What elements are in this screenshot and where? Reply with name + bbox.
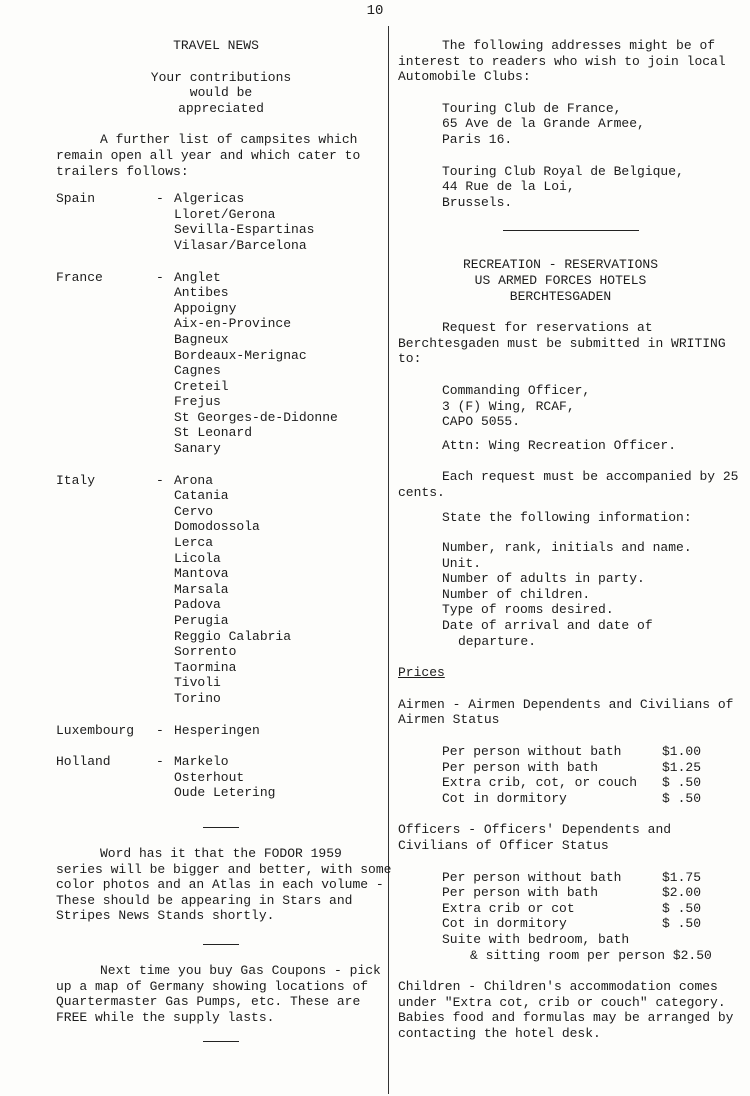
price-row: Extra crib or cot $ .50: [442, 900, 702, 916]
country-holland: Holland - Markelo Osterhout Oude Letering: [56, 754, 386, 801]
officer-address: Commanding Officer, 3 (F) Wing, RCAF, CAPO 5055.: [442, 382, 591, 430]
place: Vilasar/Barcelona: [174, 237, 307, 253]
place: Catania: [174, 488, 229, 504]
place: Osterhout: [174, 769, 245, 785]
info-item: Date of arrival and date of: [442, 618, 653, 634]
place: Lloret/Gerona: [174, 206, 276, 222]
place: Licola: [174, 550, 221, 566]
price-row: Per person without bath $1.00: [442, 744, 702, 759]
recreation-heading: RECREATION - RESERVATIONS US ARMED FORCES HOTELS BERCHTESGADEN: [462, 257, 659, 304]
contrib-line-1: Your contributions: [150, 69, 292, 85]
place: Frejus: [174, 394, 221, 410]
place: Appoigny: [174, 300, 237, 316]
place: Bordeaux-Merignac: [174, 347, 307, 363]
gas-coupons-paragraph: Next time you buy Gas Coupons - pick up a map of Germany showing locations of Quartermaster Gas Pumps, etc. These are FREE while the supply lasts.: [56, 962, 381, 1025]
info-item: Number of adults in party.: [442, 571, 645, 587]
place: Reggio Calabria: [174, 628, 292, 644]
place: Aix-en-Province: [174, 316, 292, 332]
info-item: Unit.: [442, 555, 482, 571]
place: Arona: [174, 472, 214, 488]
suite-line: Suite with bedroom, bath: [442, 931, 630, 947]
travel-news-heading: TRAVEL NEWS: [173, 38, 259, 53]
info-item: Number, rank, initials and name.: [442, 540, 692, 556]
place-list: [174, 270, 386, 457]
price-row: Per person with bath $1.25: [442, 759, 702, 775]
place: Hesperingen: [174, 722, 260, 738]
right-column: [398, 38, 743, 1042]
place: Creteil: [174, 378, 229, 394]
addresses-intro: The following addresses might be of interest to readers who wish to join local Automobile Clubs:: [398, 38, 726, 85]
country-name: France: [56, 269, 103, 285]
place-list: [174, 191, 386, 253]
place: Anglet: [174, 269, 221, 285]
contrib-line-2: would be: [189, 85, 253, 101]
price-row: Cot in dormitory $ .50: [442, 916, 702, 932]
place: Tivoli: [174, 675, 221, 691]
place: Torino: [174, 690, 221, 706]
page-number: 10: [366, 3, 384, 19]
column-divider: [388, 26, 389, 1094]
club-address-belgium: Touring Club Royal de Belgique, 44 Rue de la Loi, Brussels.: [442, 163, 684, 210]
place: Mantova: [174, 566, 229, 582]
place: Marsala: [174, 581, 229, 597]
request-paragraph: Request for reservations at Berchtesgaden must be submitted in WRITING to:: [398, 320, 726, 367]
country-name: Holland: [56, 754, 111, 770]
info-item: departure.: [458, 633, 537, 649]
info-item: Number of children.: [442, 586, 591, 602]
officers-heading: Officers - Officers' Dependents and Civilians of Officer Status: [398, 822, 672, 853]
country-name: Italy: [56, 472, 96, 488]
place: Sorrento: [174, 644, 237, 660]
place: Domodossola: [174, 519, 260, 535]
country-spain: Spain - Algericas Lloret/Gerona Sevilla-Espartinas Vilasar/Barcelona: [56, 191, 386, 253]
place: Lerca: [174, 535, 214, 551]
section-rule: [203, 1041, 239, 1042]
place: Algericas: [174, 191, 245, 207]
country-france: France - Anglet Antibes Appoigny Aix-en-Province Bagneux Bordeaux-Merignac Cagnes Creteil Frejus St Georges-de-Didonne St Leonard Sanary: [56, 270, 386, 457]
fee-paragraph: Each request must be accompanied by 25 cents.: [398, 469, 739, 500]
place: Padova: [174, 597, 221, 613]
officers-price-list: [398, 870, 743, 964]
left-column: [56, 38, 392, 1042]
place-list: [174, 473, 386, 707]
campsites-intro: A further list of campsites which remain open all year and which cater to trailers follows:: [56, 132, 361, 179]
place: Cervo: [174, 503, 214, 519]
airmen-heading: Airmen - Airmen Dependents and Civilians of Airmen Status: [398, 696, 734, 728]
prices-heading: Prices: [398, 665, 445, 681]
airmen-price-list: [398, 744, 743, 806]
info-item: Type of rooms desired.: [442, 602, 614, 618]
place: Oude Letering: [174, 785, 276, 801]
place: Bagneux: [174, 331, 229, 347]
place: Antibes: [174, 285, 229, 301]
price-row: Cot in dormitory $ .50: [442, 790, 702, 806]
place-list: [174, 723, 386, 739]
place: Sevilla-Espartinas: [174, 222, 315, 238]
contrib-line-3: appreciated: [178, 100, 264, 116]
country-luxembourg: Luxembourg - Hesperingen: [56, 723, 386, 739]
price-row: Per person without bath $1.75: [442, 869, 702, 885]
price-row: Per person with bath $2.00: [442, 885, 702, 901]
children-paragraph: Children - Children's accommodation comes under "Extra cot, crib or couch" category. Babies food and formulas may be arranged by contacting the hotel desk.: [398, 979, 734, 1041]
club-address-france: Touring Club de France, 65 Ave de la Grande Armee, Paris 16.: [442, 100, 645, 147]
country-italy: Italy - Arona Catania Cervo Domodossola Lerca Licola Mantova Marsala Padova Perugia Reggio Calabria Sorrento Taormina Tivoli Torino: [56, 473, 386, 707]
place: Perugia: [174, 613, 229, 628]
suite-line: & sitting room per person $2.50: [470, 947, 712, 963]
attn-line: Attn: Wing Recreation Officer.: [442, 437, 677, 453]
place: St Leonard: [174, 425, 253, 441]
place: Sanary: [174, 441, 221, 457]
fodor-paragraph: Word has it that the FODOR 1959 series will be bigger and better, with some color photos and an Atlas in each volume - These should be appearing in Stars and Stripes News Stands shortly.: [56, 845, 392, 924]
place-list: [174, 754, 386, 801]
country-name: Spain: [56, 191, 96, 207]
country-name: Luxembourg: [56, 722, 135, 738]
place: Cagnes: [174, 363, 221, 379]
place: St Georges-de-Didonne: [174, 409, 338, 425]
place: Markelo: [174, 754, 229, 770]
state-info-line: State the following information:: [442, 510, 692, 526]
place: Taormina: [174, 659, 237, 675]
info-list: [398, 540, 743, 649]
price-row: Extra crib, cot, or couch $ .50: [442, 775, 702, 791]
